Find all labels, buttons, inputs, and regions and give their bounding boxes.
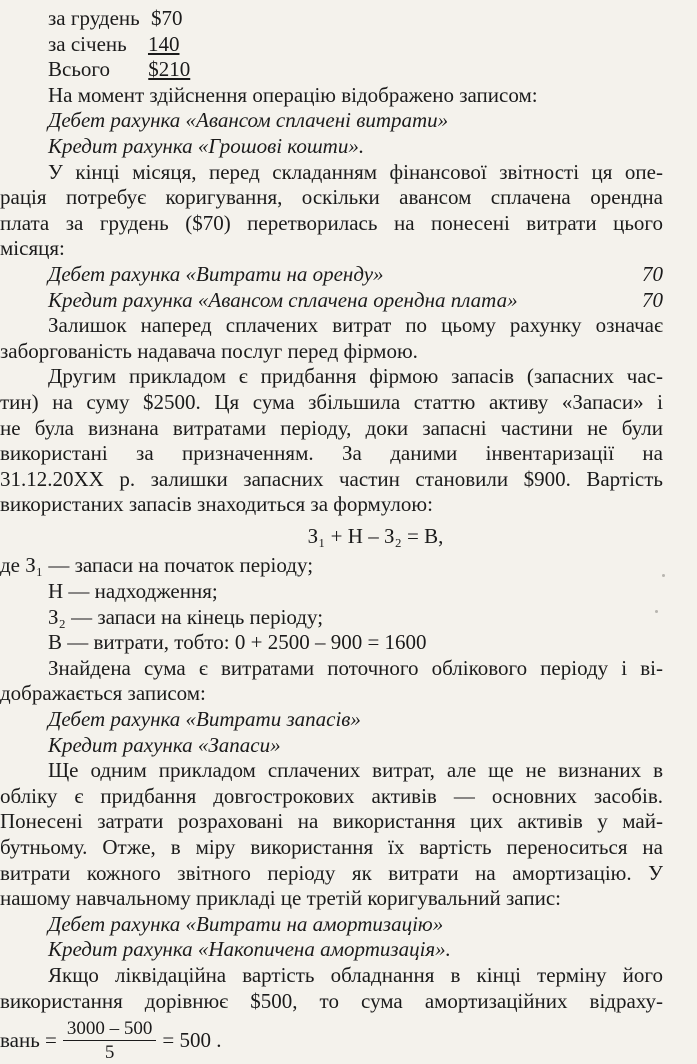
paragraph-line: Другим прикладом є придбання фірмою запасів (запасних час- <box>48 364 663 389</box>
journal-entry-credit <box>48 288 663 314</box>
paragraph-line: Ще одним прикладом сплачених витрат, але ще не визнаних в <box>48 758 663 783</box>
journal-entry-credit: Кредит рахунка «Грошові кошти». <box>48 133 365 158</box>
scan-speck <box>655 610 658 613</box>
amount-value: $70 <box>150 6 183 30</box>
paragraph-text: На момент здійснення операцію відображено записом: <box>48 82 538 107</box>
paragraph-line: витрати кожного звітного періоду як витрати на амортизацію. У <box>0 860 663 885</box>
paragraph-line: використаних запасів знаходиться за формулою: <box>0 492 433 517</box>
formula-prefix: вань = <box>0 1028 57 1053</box>
scan-speck <box>662 574 665 577</box>
fraction-denominator: 5 <box>104 1042 115 1064</box>
paragraph-line: місяця: <box>0 236 65 261</box>
fraction <box>63 1018 157 1064</box>
paragraph-line: Якщо ліквідаційна вартість обладнання в кінці терміну його <box>48 962 663 987</box>
paragraph-line: рація потребує коригування, оскільки авансом сплачена орендна <box>0 185 663 210</box>
paragraph-line: бутньому. Отже, в міру використання їх вартість переноситься на <box>0 835 663 859</box>
entry-amount: 70 <box>642 261 663 286</box>
journal-entry-debit <box>48 262 663 288</box>
paragraph-line: обліку є придбання довгострокових активів — основних засобів. <box>0 783 663 808</box>
definition-line: В — витрати, тобто: 0 + 2500 – 900 = 1600 <box>48 630 427 655</box>
paragraph-line: Понесені затрати розраховані на використання цих активів у май- <box>0 809 663 834</box>
formula: З₁ + Н – З₂ = В, <box>307 523 444 548</box>
amount-row-total <box>48 57 663 83</box>
paragraph-line: У кінці місяця, перед складанням фінансової звітності ця опе- <box>48 159 663 184</box>
amount-label: Всього <box>48 57 110 82</box>
amount-row-december <box>48 6 663 32</box>
amortization-formula <box>0 1018 663 1064</box>
paragraph-line: 31.12.20XX р. залишки запасних частин становили $900. Вартість <box>0 466 663 491</box>
journal-entry-credit: Кредит рахунка «Запаси» <box>48 732 281 757</box>
entry-amount: 70 <box>642 287 663 312</box>
amount-row-january <box>48 32 663 58</box>
journal-entry-debit: Дебет рахунка «Авансом сплачені витрати» <box>48 108 449 133</box>
paragraph-line: дображається записом: <box>0 681 206 706</box>
entry-text: Кредит рахунка «Авансом сплачена орендна плата» <box>48 287 518 312</box>
amount-label: за грудень <box>48 6 140 30</box>
paragraph-line: тин) на суму $2500. Ця сума збільшила статтю активу «Запаси» і <box>0 389 663 414</box>
entry-text: Дебет рахунка «Витрати на оренду» <box>48 261 384 286</box>
formula-result: = 500 . <box>162 1028 222 1053</box>
paragraph-line: Знайдена сума є витратами поточного облікового періоду і ві- <box>48 655 663 680</box>
definition-line: З₂ — запаси на кінець періоду; <box>48 604 324 629</box>
journal-entry-credit: Кредит рахунка «Накопичена амортизація». <box>48 937 451 962</box>
paragraph-line: не була визнана витратами періоду, доки запасні частини не були <box>0 415 663 440</box>
definition-line: Н — надходження; <box>48 579 218 604</box>
paragraph-line: Залишок наперед сплачених витрат по цьому рахунку означає <box>48 313 663 338</box>
paragraph-line: використані за призначенням. За даними інвентаризації на <box>0 441 663 466</box>
journal-entry-debit: Дебет рахунка «Витрати на амортизацію» <box>48 911 444 936</box>
fraction-numerator: 3000 – 500 <box>63 1018 157 1041</box>
paragraph-line: використання дорівнює $500, то сума амортизаційних відраху- <box>0 988 663 1013</box>
amount-label: за січень <box>48 31 127 56</box>
journal-entry-debit: Дебет рахунка «Витрати запасів» <box>48 707 361 732</box>
amount-value: $210 <box>148 57 191 82</box>
definition-line: де З₁ — запаси на початок періоду; <box>0 553 314 578</box>
paragraph-line: заборгованість надавача послуг перед фірмою. <box>0 338 418 363</box>
amount-value: 140 <box>147 31 180 56</box>
paragraph-line: нашому навчальному прикладі це третій коригувальний запис: <box>0 886 561 911</box>
paragraph-line: плата за грудень ($70) перетворилась на понесені витрати цього <box>0 210 663 235</box>
